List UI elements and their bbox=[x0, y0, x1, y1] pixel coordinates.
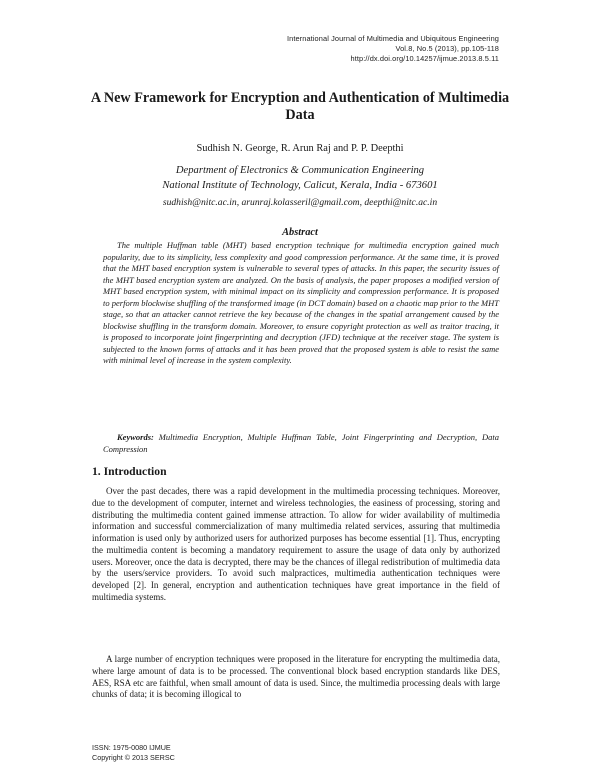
affiliation-institute: National Institute of Technology, Calicut, Kerala, India - 673601 bbox=[162, 179, 438, 191]
author-list: Sudhish N. George, R. Arun Raj and P. P. Deepthi bbox=[196, 143, 404, 154]
abstract-text: The multiple Huffman table (MHT) based encryption technique for multimedia encryption gained much popularity, due to its simplicity, less complexity and good compression performance. At the same time, it is proved that the MHT based encryption system is vulnerable to several types of attacks. In this paper, the security issues of the MHT based encryption system are analyzed. On the basis of analysis, the paper proposes a modified version of MHT based encryption system, with minimal impact on its simplicity and compression performance. It is proposed to perform blockwise shuffling of the transformed image (in DCT domain) based on a chaotic map prior to the MHT stage, so that an attacker cannot retrieve the key because of the changes in the spatial arrangement caused by the blockwise shuffling in the transform domain. Moreover, to ensure copyright protection as well as traitor tracing, it is proposed to incorporate joint fingerprinting and decryption (JFD) technique at the receiver stage. The system is subjected to the known forms of attacks and it has been proved that the proposed system is able to resist the same with minimal level of increase in the system complexity. bbox=[103, 240, 499, 366]
journal-doi-link[interactable]: http://dx.doi.org/10.14257/ijmue.2013.8.5.11 bbox=[350, 54, 499, 64]
journal-name: International Journal of Multimedia and Ubiquitous Engineering bbox=[286, 34, 499, 43]
affiliation-department: Department of Electronics & Communication Engineering bbox=[175, 165, 425, 176]
keywords-label: Keywords: bbox=[117, 432, 154, 442]
keywords bbox=[103, 432, 499, 455]
section-heading-introduction: 1. Introduction bbox=[92, 465, 167, 478]
abstract-heading: Abstract bbox=[282, 227, 318, 238]
author-emails: sudhish@nitc.ac.in, arunraj.kolasseril@gmail.com, deepthi@nitc.ac.in bbox=[162, 197, 438, 208]
keywords-text: Multimedia Encryption, Multiple Huffman Table, Joint Fingerprinting and Decryption, Data Compression bbox=[103, 432, 499, 454]
footer-issn: ISSN: 1975-0080 IJMUE bbox=[92, 743, 171, 752]
intro-paragraph-2: A large number of encryption techniques were proposed in the literature for encrypting the multimedia data, where large amount of data is to be processed. The conventional block based encryption standards like DES, AES, RSA etc are faithful, when small amount of data is used. Since, the multimedia processing deals with large chunks of data; it is becoming illogical to bbox=[92, 654, 500, 700]
affiliation bbox=[0, 164, 600, 193]
intro-paragraph-1: Over the past decades, there was a rapid development in the multimedia processing techniques. Moreover, due to the development of computer, internet and wireless technologies, the easiness of processing, storing and distributing the multimedia content gained immense attraction. To allow for wider availability of multimedia information and successful commercialization of many multimedia related services, assuring that multimedia information is used only by authorized users for authorized purposes has become essential [1]. Thus, encrypting the multimedia content is becoming a mandatory requirement to assure the usage of data only by authorized users. Moreover, once the data is decrypted, there may be the chances of illegal redistribution of multimedia data by the users/service providers. To avoid such malpractices, multimedia authentication techniques were developed [2]. In general, encryption and authentication techniques have great importance in the field of multimedia systems. bbox=[92, 486, 500, 602]
journal-volume: Vol.8, No.5 (2013), pp.105-118 bbox=[395, 44, 499, 54]
footer-copyright: Copyright © 2013 SERSC bbox=[92, 752, 175, 762]
paper-title: A New Framework for Encryption and Authentication of Multimedia Data bbox=[90, 90, 510, 123]
page-footer bbox=[92, 743, 175, 762]
journal-header bbox=[287, 34, 499, 65]
